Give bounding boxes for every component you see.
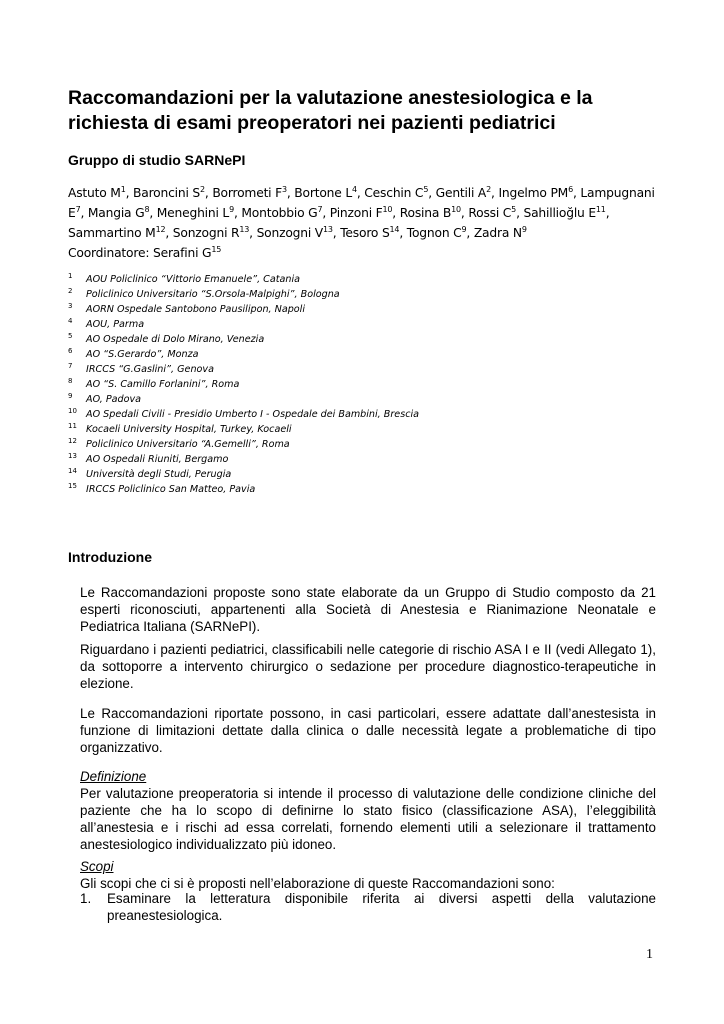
affiliation-text: AOU Policlinico “Vittorio Emanuele”, Catania xyxy=(86,274,301,285)
affiliation-number: 5 xyxy=(68,332,73,340)
affiliation-number: 1 xyxy=(68,272,73,280)
affiliation-number: 11 xyxy=(68,422,77,430)
author-name: Meneghini $L^9$ xyxy=(156,204,234,220)
scopi-heading: Scopi xyxy=(80,859,114,874)
affiliation-number: 8 xyxy=(68,377,73,385)
author-name: Zadra $N^9$ xyxy=(473,224,527,240)
affiliation-number: 12 xyxy=(68,437,77,445)
section-heading-introduzione: Introduzione xyxy=(68,549,152,565)
affiliation-text: AO Ospedali Riuniti, Bergamo xyxy=(86,454,229,465)
intro-paragraph-3: Le Raccomandazioni riportate possono, in casi particolari, essere adattate dall’anestesista in funzione di limitazioni dettate dalla clinica o dalle necessità legate a problematiche di tipo organizzativo. xyxy=(80,706,656,755)
affiliation-number: 14 xyxy=(68,467,77,475)
affiliation-text: AO Ospedale di Dolo Mirano, Venezia xyxy=(86,334,265,345)
author-name: Montobbio $G^7$ xyxy=(241,204,323,220)
coordinator: Coordinatore: Serafini $G^{15}$ xyxy=(68,244,222,260)
affiliation-number: 15 xyxy=(68,482,77,490)
author-name: Bortone $L^4$ xyxy=(294,184,357,200)
affiliation-text: Università degli Studi, Perugia xyxy=(86,469,232,480)
affiliation-text: AO “S.Gerardo”, Monza xyxy=(86,349,199,360)
author-name: Lampugnani $E^7$ xyxy=(68,186,655,220)
affiliation-text: AORN Ospedale Santobono Pausilipon, Napoli xyxy=(86,304,305,315)
author-list: Astuto $M^1$, Baroncini $S^2$, Borrometi $F^3$, Bortone $L^4$, Ceschin $C^5$, Gentili $A^2$, Ingelmo $PM^6$, Lampugnani $E^7$, Mangia $G^8$, Meneghini $L^9$, Montobbio $G^7$, Pinzoni $F^{10}$, Rosina $B^{10}$, Rossi $C^5$, Sahillioğlu $E^{11}$, Sammartino $M^{12}$, Sonzogni $R^{13}$, Sonzogni $V^{13}$, Tesoro $S^{14}$, Tognon $C^9$, Zadra $N^9$ Coordinatore: Serafini $G^{15}$ xyxy=(68,184,655,260)
affiliation-text: AO “S. Camillo Forlanini”, Roma xyxy=(86,379,240,390)
affiliation-number: 13 xyxy=(68,452,77,460)
affiliation-text: IRCCS “G.Gaslini”, Genova xyxy=(86,364,214,375)
affiliation-text: IRCCS Policlinico San Matteo, Pavia xyxy=(86,484,256,495)
study-group-name: Gruppo di studio SARNePI xyxy=(68,152,246,168)
list-item-number: 1. xyxy=(80,891,92,906)
affiliation-number: 4 xyxy=(68,317,73,325)
author-name: Sonzogni $R^{13}$ xyxy=(172,224,250,240)
author-name: Tognon $C^9$ xyxy=(406,224,467,240)
affiliation-number: 10 xyxy=(68,407,77,415)
affiliation-text: AO, Padova xyxy=(86,394,142,405)
affiliation-text: Kocaeli University Hospital, Turkey, Kocaeli xyxy=(86,424,292,435)
affiliation-text: Policlinico Universitario “A.Gemelli”, Roma xyxy=(86,439,290,450)
author-name: Astuto $M^1$ xyxy=(68,184,126,200)
author-name: Tesoro $S^{14}$ xyxy=(340,224,400,240)
document-title: Raccomandazioni per la valutazione anestesiologica e la richiesta di esami preoperatori nei pazienti pediatrici xyxy=(68,87,593,134)
affiliation-number: 7 xyxy=(68,362,73,370)
author-name: Gentili $A^2$ xyxy=(435,184,492,200)
author-name: Sammartino $M^{12}$ xyxy=(68,224,166,240)
scopi-block xyxy=(80,858,656,892)
definizione-text: Per valutazione preoperatoria si intende il processo di valutazione delle condizione cliniche del paziente che ha lo scopo di definirne lo stato fisico (classificazione ASA), l’eleggibilità all’anestesia e i rischi ad essa correlati, fornendo elementi utili a selezionare il trattamento anestesiologico individualizzato più idoneo. xyxy=(80,786,656,852)
definizione-heading: Definizione xyxy=(80,769,147,784)
affiliation-text: AO Spedali Civili - Presidio Umberto I - Ospedale dei Bambini, Brescia xyxy=(86,409,420,420)
author-name: Rossi $C^5$ xyxy=(468,204,517,220)
intro-paragraph-2: Riguardano i pazienti pediatrici, classificabili nelle categorie di rischio ASA I e II (vedi Allegato 1), da sottoporre a intervento chirurgico o sedazione per procedure diagnostico-terapeutiche in elezione. xyxy=(80,642,656,691)
affiliation-number: 9 xyxy=(68,392,73,400)
affiliation-text: Policlinico Universitario “S.Orsola-Malpighi”, Bologna xyxy=(86,289,340,300)
affiliation-text: AOU, Parma xyxy=(86,319,145,330)
author-name: Sahillioğlu $E^{11}$ xyxy=(523,204,606,220)
author-name: Baroncini $S^2$ xyxy=(133,184,205,200)
author-name: Ingelmo $PM^6$ xyxy=(498,184,573,200)
author-name: Mangia $G^8$ xyxy=(87,204,150,220)
intro-paragraph-1: Le Raccomandazioni proposte sono state elaborate da un Gruppo di Studio composto da 21 esperti riconosciuti, appartenenti alla Società di Anestesia e Rianimazione Neonatale e Pediatrica Italiana (SARNePI). xyxy=(80,585,656,634)
author-name: Rosina $B^{10}$ xyxy=(399,204,461,220)
author-name: Borrometi $F^3$ xyxy=(212,184,287,200)
author-name: Pinzoni $F^{10}$ xyxy=(329,204,393,220)
page-number: 1 xyxy=(646,947,653,962)
definizione-block xyxy=(80,768,656,853)
affiliation-number: 3 xyxy=(68,302,73,310)
scopi-text: Gli scopi che ci si è proposti nell’elaborazione di queste Raccomandazioni sono: xyxy=(80,876,555,891)
affiliation-number: 6 xyxy=(68,347,73,355)
author-name: Sonzogni $V^{13}$ xyxy=(256,224,333,240)
affiliation-number: 2 xyxy=(68,287,73,295)
list-item-text: Esaminare la letteratura disponibile riferita ai diversi aspetti della valutazione preanestesiologica. xyxy=(107,891,656,923)
author-name: Ceschin $C^5$ xyxy=(364,184,429,200)
